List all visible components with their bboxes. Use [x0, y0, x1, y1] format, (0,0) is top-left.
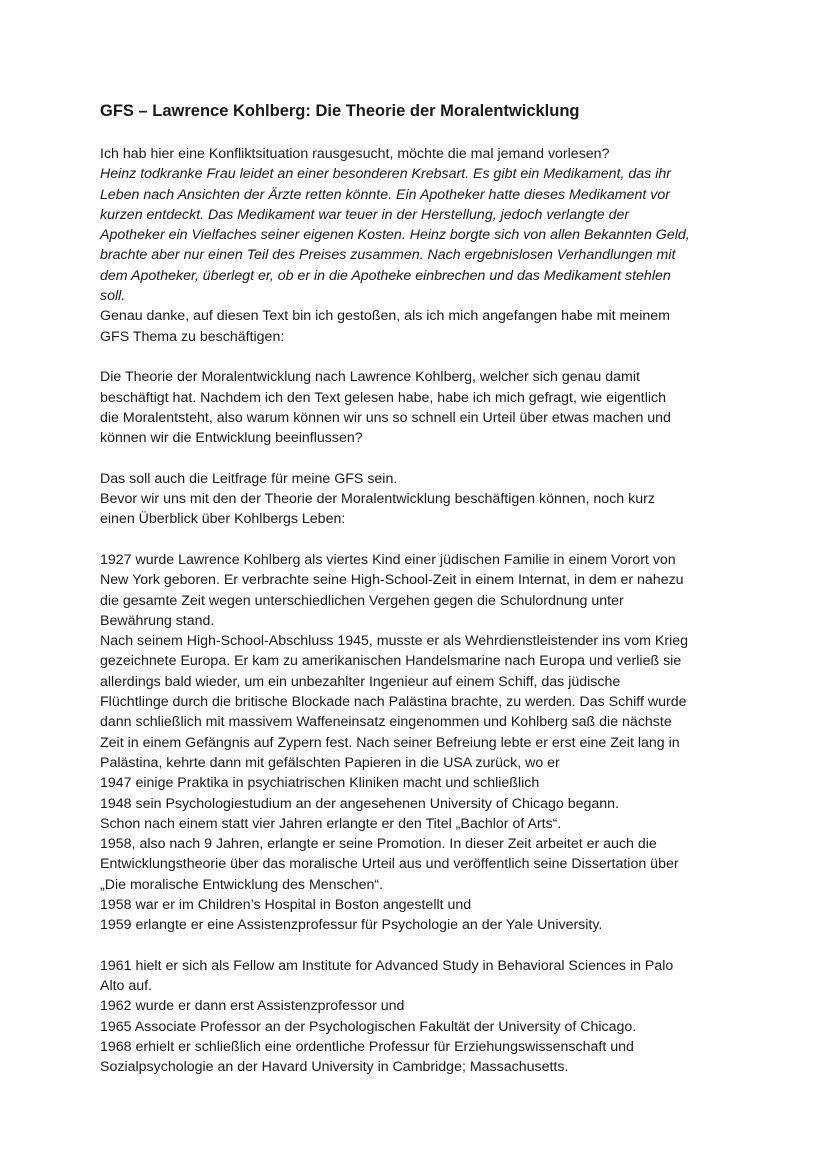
story-line: Heinz todkranke Frau leidet an einer besonderen Krebsart. Es gibt ein Medikament, das ihr — [100, 166, 671, 183]
question-paragraph — [100, 469, 740, 530]
bio-line: Entwicklungstheorie über das moralische Urteil aus und veröffentlich seine Dissertation über — [100, 856, 679, 873]
theory-paragraph — [100, 367, 740, 448]
bio-line: Schon nach einem statt vier Jahren erlangte er den Titel „Bachlor of Arts“. — [100, 815, 562, 832]
story-line: Leben nach Ansichten der Ärzte retten könnte. Ein Apotheker hatte dieses Medikament vor — [100, 186, 670, 203]
bio-line: Nach seinem High-School-Abschluss 1945, musste er als Wehrdienstleistender ins vom Krieg — [100, 633, 688, 650]
bio-line: Palästina, kehrte dann mit gefälschten Papieren in die USA zurück, wo er — [100, 754, 560, 771]
question-line: Bevor wir uns mit den der Theorie der Moralentwicklung beschäftigen können, noch kurz — [100, 491, 655, 508]
bio-line: 1947 einige Praktika in psychiatrischen Kliniken macht und schließlich — [100, 775, 540, 792]
biography-paragraph — [100, 550, 740, 936]
theory-line: können wir die Entwicklung beeinflussen? — [100, 430, 363, 447]
bio-line: gezeichnete Europa. Er kam zu amerikanischen Handelsmarine nach Europa und verließ sie — [100, 653, 682, 670]
after-story-line: Genau danke, auf diesen Text bin ich gestoßen, als ich mich angefangen habe mit meinem — [100, 308, 670, 325]
career-line: Alto auf. — [100, 978, 153, 995]
document-body — [100, 144, 740, 1078]
bio-line: Zeit in einem Gefängnis auf Zypern fest. Nach seiner Befreiung lebte er erst eine Zeit lang in — [100, 734, 680, 751]
career-line: 1965 Associate Professor an der Psychologischen Fakultät der University of Chicago. — [100, 1018, 637, 1035]
bio-line: 1959 erlangte er eine Assistenzprofessur für Psychologie an der Yale University. — [100, 917, 603, 934]
question-line: Das soll auch die Leitfrage für meine GFS sein. — [100, 470, 398, 487]
career-line: 1962 wurde er dann erst Assistenzprofessor und — [100, 998, 405, 1015]
bio-line: New York geboren. Er verbrachte seine High-School-Zeit in einem Internat, in dem er nahezu — [100, 572, 684, 589]
paragraph-gap — [100, 936, 740, 956]
career-paragraph — [100, 956, 740, 1078]
bio-line: Flüchtlinge durch die britische Blockade nach Palästina brachte, zu werden. Das Schiff wurde — [100, 694, 687, 711]
bio-line: dann schließlich mit massivem Waffeneinsatz eingenommen und Kohlberg saß die nächste — [100, 714, 672, 731]
career-line: Sozialpsychologie an der Havard University in Cambridge; Massachusetts. — [100, 1059, 569, 1076]
paragraph-gap — [100, 448, 740, 468]
career-line: 1968 erhielt er schließlich eine ordentliche Professur für Erziehungswissenschaft und — [100, 1039, 634, 1056]
story-line: soll. — [100, 288, 126, 305]
bio-line: „Die moralische Entwicklung des Menschen“. — [100, 876, 384, 893]
intro-paragraph — [100, 144, 740, 164]
document-content — [100, 100, 740, 1078]
story-line: dem Apotheker, überlegt er, ob er in die Apotheke einbrechen und das Medikament stehlen — [100, 267, 671, 284]
bio-line: 1927 wurde Lawrence Kohlberg als viertes Kind einer jüdischen Familie in einem Vorort von — [100, 551, 676, 568]
career-line: 1961 hielt er sich als Fellow am Institute for Advanced Study in Behavioral Sciences in Palo — [100, 957, 674, 974]
intro-line: Ich hab hier eine Konfliktsituation rausgesucht, möchte die mal jemand vorlesen? — [100, 146, 610, 162]
after-story-paragraph — [100, 306, 740, 347]
paragraph-gap — [100, 347, 740, 367]
page-title: GFS – Lawrence Kohlberg: Die Theorie der Moralentwicklung — [100, 102, 580, 120]
story-line: kurzen entdeckt. Das Medikament war teuer in der Herstellung, jedoch verlangte der — [100, 206, 630, 223]
question-line: einen Überblick über Kohlbergs Leben: — [100, 511, 346, 528]
story-line: brachte aber nur einen Teil des Preises zusammen. Nach ergebnislosen Verhandlungen mit — [100, 247, 676, 264]
theory-line: beschäftigt hat. Nachdem ich den Text gelesen habe, habe ich mich gefragt, wie eigentlich — [100, 389, 667, 406]
after-story-line: GFS Thema zu beschäftigen: — [100, 328, 285, 345]
bio-line: 1958 war er im Children’s Hospital in Boston angestellt und — [100, 896, 472, 913]
bio-line: 1958, also nach 9 Jahren, erlangte er seine Promotion. In dieser Zeit arbeitet er auch die — [100, 836, 657, 853]
story-line: Apotheker ein Vielfaches seiner eigenen Kosten. Heinz borgte sich von allen Bekannten Geld, — [100, 227, 690, 244]
bio-line: Bewährung stand. — [100, 612, 215, 629]
story-paragraph — [100, 164, 740, 306]
bio-line: allerdings bald wieder, um ein unbezahlter Ingenieur auf einem Schiff, das jüdische — [100, 673, 621, 690]
theory-line: die Moralentsteht, also warum können wir uns so schnell ein Urteil über etwas machen und — [100, 409, 671, 426]
paragraph-gap — [100, 530, 740, 550]
bio-line: die gesamte Zeit wegen unterschiedlichen Vergehen gegen die Schulordnung unter — [100, 592, 624, 609]
theory-line: Die Theorie der Moralentwicklung nach Lawrence Kohlberg, welcher sich genau damit — [100, 369, 640, 386]
bio-line: 1948 sein Psychologiestudium an der angesehenen University of Chicago begann. — [100, 795, 619, 812]
